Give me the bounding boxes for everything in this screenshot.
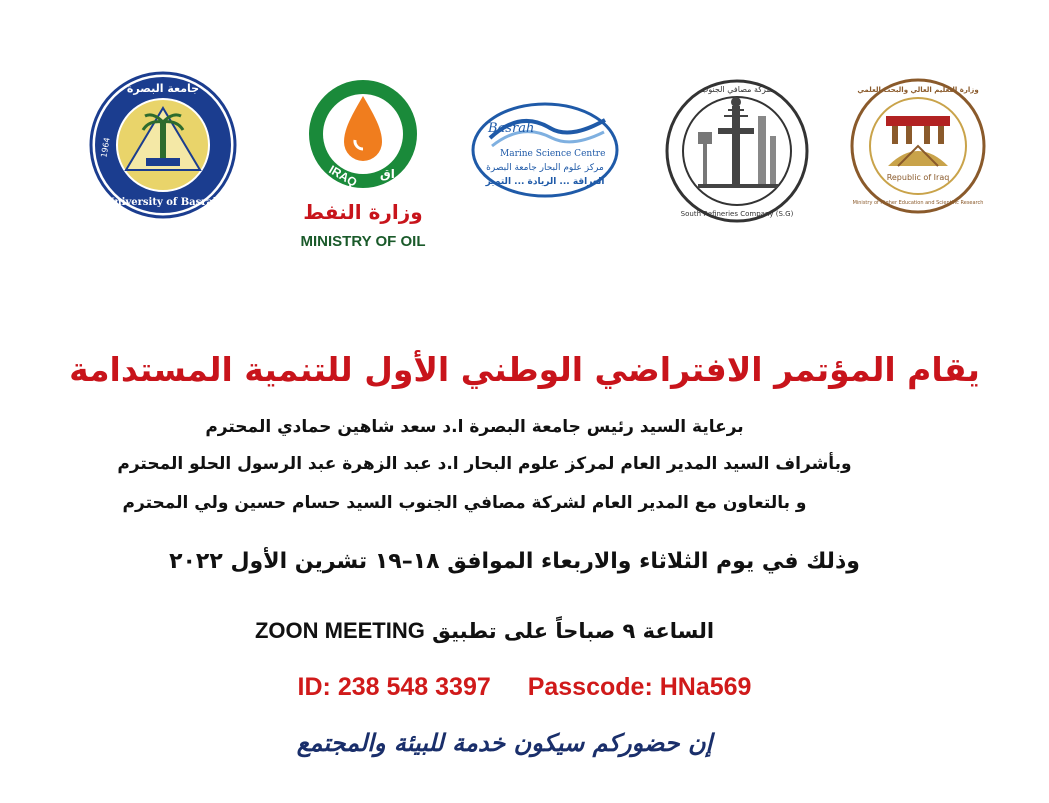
refineries-bottom-text: South Refineries Company (S.G) — [680, 210, 794, 218]
ministry-top-text: وزارة التعليم العالي والبحث العلمي — [857, 86, 979, 94]
marine-line1: Basrah — [488, 121, 535, 136]
cooperation-line: و بالتعاون مع المدير العام لشركة مصافي الجنوب السيد حسام حسين ولي المحترم — [122, 493, 807, 513]
meeting-time-text: الساعة ٩ صباحاً على تطبيق — [432, 619, 715, 643]
basra-english-text: University of Basrah — [105, 197, 221, 208]
marine-line3: مركز علوم البحار جامعة البصرة — [486, 163, 604, 173]
meeting-passcode: Passcode: HNa569 — [527, 673, 752, 701]
ministry-bottom-text: Ministry of Higher Education and Scientific Research — [852, 200, 984, 206]
ministry-of-oil-logo — [288, 74, 438, 254]
south-refineries-logo — [662, 76, 812, 226]
meeting-line — [0, 618, 1009, 644]
basra-year-text: 1964 — [99, 136, 112, 159]
marine-science-centre-logo — [470, 100, 620, 200]
patronage-line: برعاية السيد رئيس جامعة البصرة ا.د سعد شاهين حمادي المحترم — [205, 417, 744, 437]
meeting-id: ID: 238 548 3397 — [297, 673, 491, 701]
basra-arabic-text: جامعة البصرة — [126, 82, 200, 95]
oil-arabic-name: وزارة النفط — [303, 200, 423, 224]
marine-line4: العراقة ... الريادة ... التميز — [485, 177, 605, 187]
university-of-basrah-logo — [88, 70, 238, 220]
oil-english-name: MINISTRY OF OIL — [300, 233, 426, 250]
conference-title: يقام المؤتمر الافتراضي الوطني الأول للتنمية المستدامة — [69, 350, 980, 389]
refineries-top-text: شركة مصافي الجنوب — [700, 85, 774, 94]
closing-message: إن حضوركم سيكون خدمة للبيئة والمجتمع — [296, 728, 713, 757]
oil-drop-text-en: IRAQ — [326, 162, 360, 190]
supervision-line: وبأشراف السيد المدير العام لمركز علوم البحار ا.د عبد الزهرة عبد الرسول الحلو المحترم — [117, 454, 852, 474]
ministry-higher-education-logo — [848, 76, 988, 216]
meeting-app-name: ZOON MEETING — [254, 618, 425, 643]
marine-line2: Marine Science Centre — [500, 149, 606, 159]
ministry-center-text: Republic of Iraq — [886, 173, 950, 182]
date-line: وذلك في يوم الثلاثاء والاربعاء الموافق ١٨–١٩ تشرين الأول ٢٠٢٢ — [169, 549, 860, 574]
zoom-credentials — [0, 673, 1049, 702]
oil-drop-text-ar: العراق — [380, 167, 418, 181]
logos-row — [0, 70, 1049, 260]
